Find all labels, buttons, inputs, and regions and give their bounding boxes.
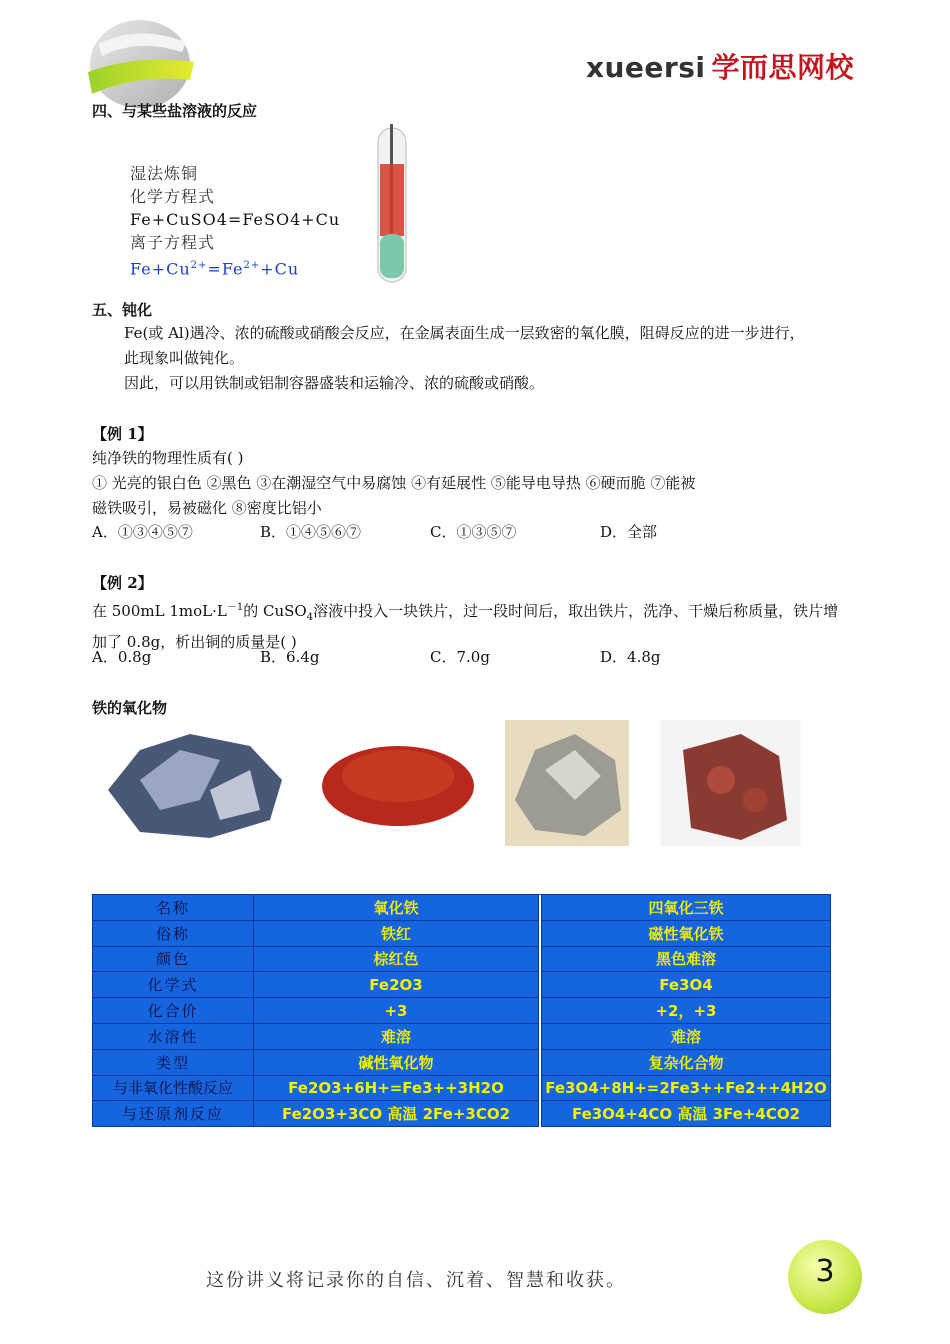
table-row: 俗称 铁红 磁性氧化铁 [93,920,831,946]
pyrite-image [505,720,629,846]
section5-title: 五、钝化 [92,301,153,319]
table-row: 化学式 Fe2O3 Fe3O4 [93,972,831,998]
example1-body: 纯净铁的物理性质有( ) ① 光亮的银白色 ②黑色 ③在潮湿空气中易腐蚀 ④有延展性 ⑤能导电导热 ⑥硬而脆 ⑦能被 磁铁吸引，易被磁化 ⑧密度比铝小 [92,449,696,517]
section4-notes [130,162,340,280]
note-line: Fe+CuSO4=FeSO4+Cu [130,210,341,229]
note-line: 化学方程式 [130,187,216,206]
test-tube-image [366,124,418,286]
table-row: 化合价 +3 +2，+3 [93,998,831,1024]
example1-option: D．全部 [600,523,658,541]
oxides-title: 铁的氧化物 [92,699,168,717]
iron-oxide-powder-image [318,730,478,830]
table-row: 名称 氧化铁 四氧化三铁 [93,895,831,921]
iron-oxides-table [92,894,831,1127]
table-row: 与非氧化性酸反应 Fe2O3+6H+=Fe3++3H2O Fe3O4+8H+=2Fe3++Fe2++4H2O [93,1075,831,1101]
footer-motto: 这份讲义将记录你的自信、沉着、智慧和收获。 [206,1270,626,1291]
hematite-image [661,720,801,846]
section4-title: 四、与某些盐溶液的反应 [92,102,258,120]
ionic-equation: $Fe+Cu^{2+}=Fe^{2+}+Cu$ [130,259,300,279]
magnetite-image [100,720,290,846]
page-number-badge [788,1240,862,1314]
example2-option: B．6.4g [260,648,320,666]
table-row: 与还原剂反应 Fe2O3+3CO 高温 2Fe+3CO2 Fe3O4+4CO 高温 3Fe+4CO2 [93,1101,831,1127]
note-line: 湿法炼铜 [130,164,199,183]
example1-option: A．①③④⑤⑦ [92,523,193,541]
logo-sphere-icon [78,14,196,114]
example2-title: 【例 2】 [92,574,153,592]
section5-para1: Fe(或 Al)遇冷、浓的硫酸或硝酸会反应，在金属表面生成一层致密的氧化膜，阻碍反应的进一步进行， 此现象叫做钝化。 因此，可以用铁制或铝制容器盛装和运输冷、浓的硫酸或硝酸。 [124,324,805,392]
note-line: 离子方程式 [130,233,216,252]
table-row: 类型 碱性氧化物 复杂化合物 [93,1049,831,1075]
brand-logo: xueersi 学而思网校 [585,51,854,84]
table-row: 水溶性 难溶 难溶 [93,1023,831,1049]
page-number: 3 [815,1254,835,1289]
example1-option: B．①④⑤⑥⑦ [260,523,362,541]
table-row: 颜色 棕红色 黑色难溶 [93,946,831,972]
example1-option: C．①③⑤⑦ [430,523,517,541]
example2-option: A．0.8g [92,648,152,666]
example2-body: 在 500mL $1moL\cdot L^{-1}$的 CuSO$_4$溶液中投入一块铁片，过一段时间后，取出铁片，洗净、干燥后称质量，铁片增 加了 0.8g，析出铜的质量是( ) [92,602,839,651]
example2-option: C．7.0g [430,648,490,666]
example1-title: 【例 1】 [92,425,153,443]
example2-option: D．4.8g [600,648,661,666]
